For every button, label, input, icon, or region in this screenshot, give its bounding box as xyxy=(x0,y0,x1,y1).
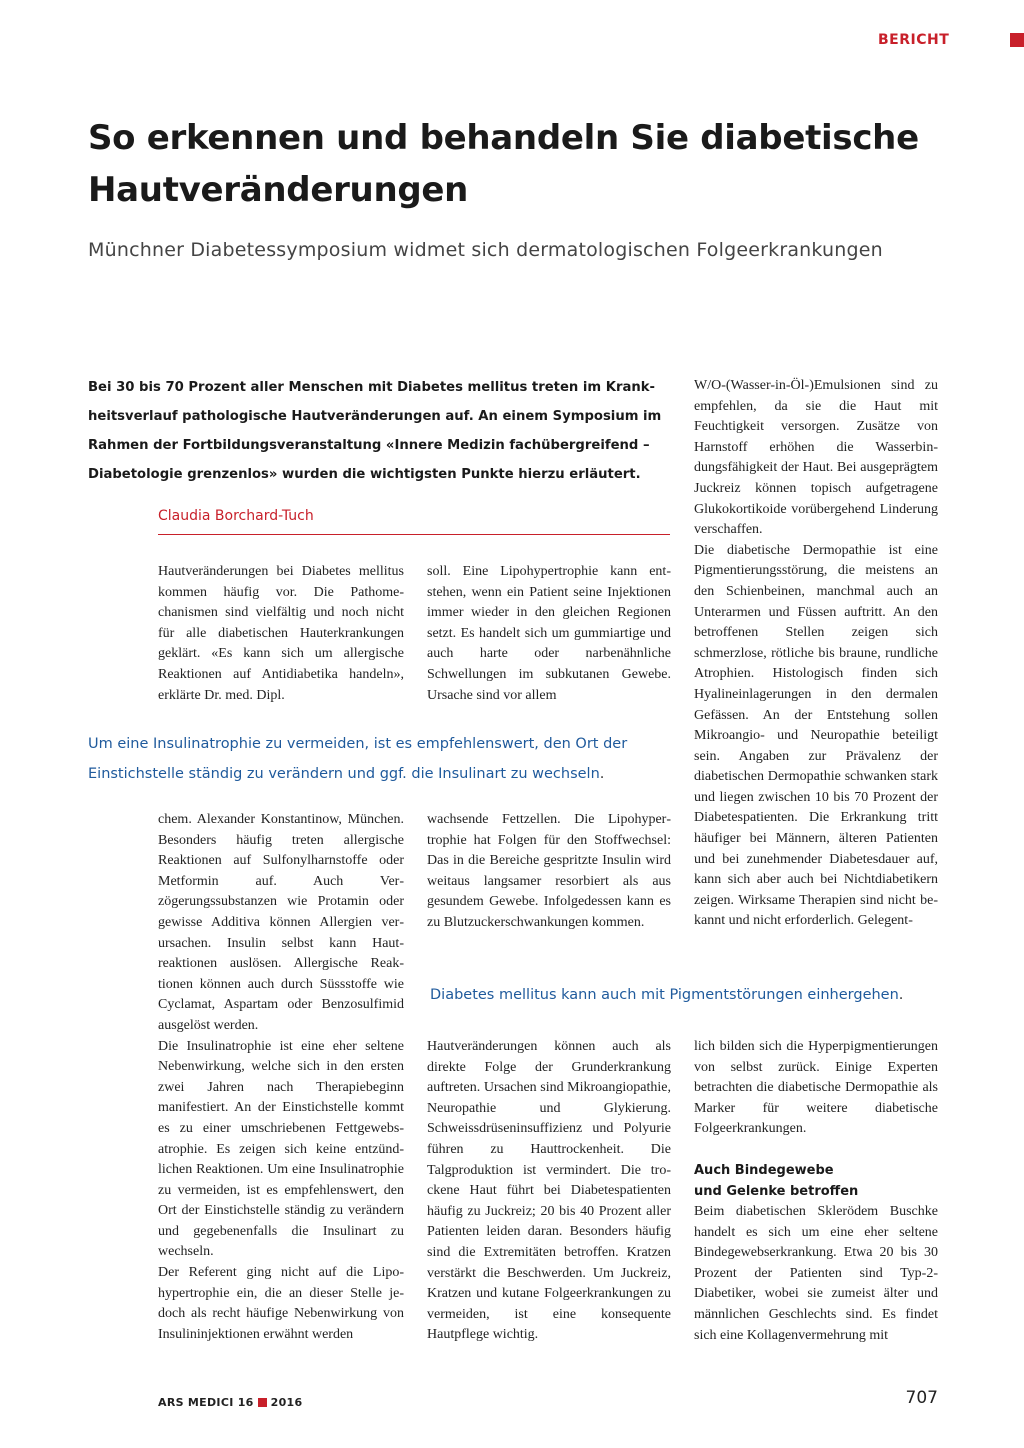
paragraph: chem. Alexander Konstantinow, München. Besonders häufig treten allergische Reaktionen auf Sulfonylharnstoffe oder Metformin auf. Auch Verzögerungssubstanzen wie Protamin oder gewisse Additiva können Allergien verursachen. Insulin selbst kann Hautreaktionen auslösen. Allergische Reaktionen können auch durch Süssstoffe wie Cyclamat, Aspartam oder Benzosulfimid ausgelöst werden. xyxy=(158,812,404,1033)
pull-quote-period: . xyxy=(898,987,904,1003)
pull-quote-text: Diabetes mellitus kann auch mit Pigmentstörungen einhergehen xyxy=(430,987,899,1003)
article-title: So erkennen und behandeln Sie diabetische Hautveränderungen xyxy=(88,118,919,210)
column-1-top xyxy=(158,562,404,706)
footer-marker xyxy=(258,1398,267,1407)
column-2-bottom xyxy=(427,1037,671,1346)
footer-journal xyxy=(158,1396,302,1409)
section-subheading: Auch Bindegewebe und Gelenke betroffen xyxy=(694,1162,859,1199)
paragraph: Der Referent ging nicht auf die Lipohypertrophie ein, die an dieser Stelle jedoch als recht häufige Nebenwirkung von Insulininjektionen erwähnt werden xyxy=(158,1265,404,1342)
pull-quote xyxy=(88,729,678,789)
paragraph: lich bilden sich die Hyperpigmentierungen von selbst zurück. Einige Experten betrachten die diabetische Dermopathie als Marker für weitere diabetische Folgeerkrankungen. xyxy=(694,1039,938,1137)
paragraph: wachsende Fettzellen. Die Lipohypertrophie hat Folgen für den Stoffwechsel: Das in die Bereiche gespritzte Insulin wird weitaus langsamer resorbiert als aus gesundem Gewebe. Infolgedessen kann es zu Blutzuckerschwankungen kommen. xyxy=(427,812,671,930)
pull-quote-2 xyxy=(430,980,950,1010)
author-divider xyxy=(158,534,670,535)
paragraph: W/O-(Wasser-in-Öl-)Emulsionen sind zu empfehlen, da sie die Haut mit Feuchtigkeit versorgen. Zusätze von Harnstoff erhöhen die Wasserbindungsfähigkeit der Haut. Bei ausgeprägtem Juckreiz können topisch aufgetragene Glukokortikoide vorübergehend Linderung verschaffen. xyxy=(694,378,938,538)
section-marker xyxy=(1010,33,1024,47)
column-3-top xyxy=(694,376,938,932)
column-2-middle xyxy=(427,810,671,934)
article-subtitle: Münchner Diabetessymposium widmet sich dermatologischen Folgeerkrankungen xyxy=(88,239,883,261)
paragraph: Die diabetische Dermopathie ist eine Pigmentierungsstörung, die meistens an den Schienbeinen, manchmal auch an Unterarmen und Füssen auftritt. An den betroffenen Stellen zeigen sich schmerzlose, rötliche bis braune, rundliche Atrophien. Histologisch finden sich Hyalineinlagerungen in den dermalen Gefässen. An der Entstehung sollen Mikroangio- und Neuropathie beteiligt sein. Angaben zur Prävalenz der diabetischen Dermopathie schwanken stark und liegen zwischen 10 bis 70 Prozent der Diabetespatienten. Die Erkrankung tritt häufiger bei Männern, älteren Patienten und bei zunehmender Diabetesdauer auf, kann sich aber auch bei Nichtdiabetikern zeigen. Wirksame Therapien sind nicht bekannt und nicht erforderlich. Gelegent- xyxy=(694,542,938,929)
journal-year: 2016 xyxy=(270,1396,303,1409)
article-lead: Bei 30 bis 70 Prozent aller Menschen mit Diabetes mellitus treten im Krankheitsverlauf pathologische Hautveränderungen auf. An einem Symposium im Rahmen der Fortbildungsveranstaltung «Innere Medizin fachübergreifend – Diabetologie grenzenlos» wurden die wichtigsten Punkte hierzu erläutert. xyxy=(88,380,662,482)
author-name: Claudia Borchard-Tuch xyxy=(158,508,314,524)
page-number: 707 xyxy=(905,1388,938,1408)
paragraph: Beim diabetischen Sklerödem Buschke handelt es sich um eine eher seltene Bindegewebserkrankung. Etwa 20 bis 30 Prozent der Patienten sind Typ-2-Diabetiker, wobei sie zumeist älter und männlichen Geschlechts sind. Es findet sich eine Kollagenvermehrung mit xyxy=(694,1203,938,1343)
section-label: BERICHT xyxy=(878,32,950,48)
pull-quote-period: . xyxy=(599,766,605,782)
pull-quote-text: Um eine Insulinatrophie zu vermeiden, ist es empfehlenswert, den Ort der Einstichstelle ständig zu verändern und ggf. die Insulinart zu wechseln xyxy=(88,736,628,782)
paragraph: soll. Eine Lipohypertrophie kann entstehen, wenn ein Patient seine Injektionen immer wieder in den gleichen Regionen setzt. Es handelt sich um gummiartige und auch harte oder narbenähnliche Schwellungen im subkutanen Gewebe. Ursache sind vor allem xyxy=(427,564,671,703)
paragraph: Hautveränderungen bei Diabetes mellitus kommen häufig vor. Die Pathomechanismen sind vielfältig und noch nicht für alle diabetischen Hauterkrankungen geklärt. «Es kann sich um allergische Reaktionen auf Antidiabetika handeln», erklärte Dr. med. Dipl. xyxy=(158,564,404,703)
column-3-bottom xyxy=(694,1037,938,1346)
paragraph: Hautveränderungen können auch als direkte Folge der Grunderkrankung auftreten. Ursachen sind Mikroangiopathie, Neuropathie und Glykierung. Schweissdrüseninsuffizienz und Polyurie führen zu Hauttrockenheit. Die Talgproduktion ist vermindert. Die trockene Haut führt bei Diabetespatienten häufig zu Juckreiz; 20 bis 40 Prozent aller Patienten leiden daran. Besonders häufig sind die Extremitäten betroffen. Kratzen verstärkt die Beschwerden. Um Juckreiz, Kratzen und kutane Folgeerkrankungen zu vermeiden, ist eine konsequente Hautpflege wichtig. xyxy=(427,1039,671,1343)
journal-name: ARS MEDICI 16 xyxy=(158,1396,254,1409)
column-2-top xyxy=(427,562,671,706)
column-1-middle xyxy=(158,810,404,1345)
paragraph: Die Insulinatrophie ist eine eher seltene Nebenwirkung, welche sich in den ersten zwei Jahren nach Therapiebeginn manifestiert. An der Einstichstelle kommt es zu einer umschriebenen Fettgewebsatrophie. Es zeigen sich keine entzündlichen Reaktionen. Um eine Insulinatrophie zu vermeiden, ist es empfehlenswert, den Ort der Einstichstelle ständig zu verändern und gegebenenfalls die Insulinart zu wechseln. xyxy=(158,1038,404,1260)
